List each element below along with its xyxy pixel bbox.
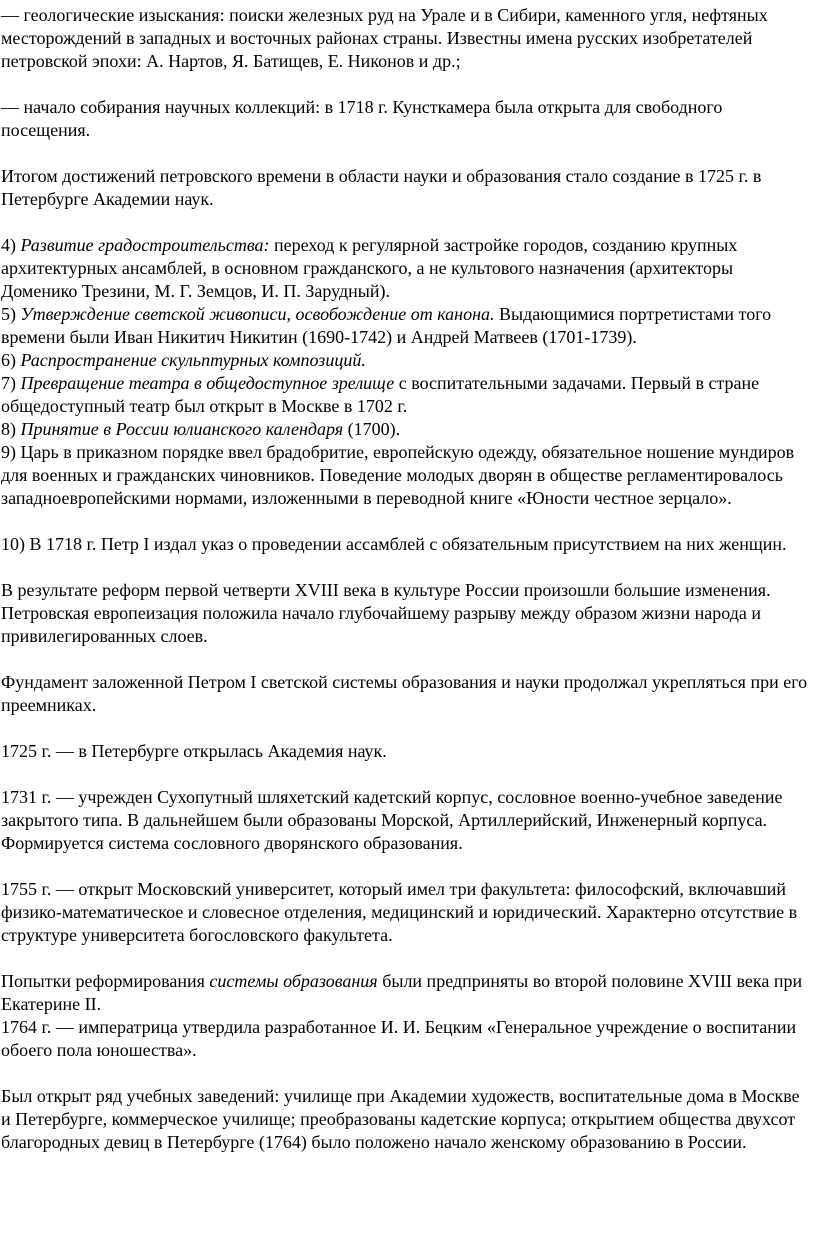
paragraph-1725: 1725 г. — в Петербурге открылась Академия наук. xyxy=(1,741,387,761)
paragraph-scientific-collections: — начало собирания научных коллекций: в 1718 г. Кунсткамера была открыта для свободного посещения. xyxy=(1,97,723,140)
paragraph-gap xyxy=(1,211,812,234)
list-number: 8) xyxy=(1,419,21,439)
paragraph-text: были предприняты во второй половине XVIII века при Екатерине II. xyxy=(1,971,803,1014)
list-item-5-secular-painting xyxy=(1,303,812,349)
paragraph-gap xyxy=(1,1062,812,1085)
paragraph-geological-surveys: — геологические изыскания: поиски железных руд на Урале и в Сибири, каменного угля, нефтяных месторождений в западных и восточных районах страны. Известны имена русских изобретателей петровской эпохи: А. Нартов, Я. Батищев, Е. Никонов и др.; xyxy=(1,5,768,71)
paragraph-gap xyxy=(1,947,812,970)
list-item-title: Принятие в России юлианского календаря xyxy=(20,419,344,439)
paragraph-gap xyxy=(1,510,812,533)
list-number: 5) xyxy=(1,304,21,324)
paragraph-institutions-opened: Был открыт ряд учебных заведений: училище при Академии художеств, воспитательные дома в Москве и Петербурге, коммерческое училище; преобразованы кадетские корпуса; открытием общества двухсот благородных девиц в Петербурге (1764) было положено начало женскому образованию в России. xyxy=(1,1086,800,1152)
list-number: 7) xyxy=(1,373,21,393)
paragraph-1755: 1755 г. — открыт Московский университет, который имел три факультета: философский, включавший физико-математическое и словесное отделения, медицинский и юридический. Характерно отсутствие в структуре университета богословского факультета. xyxy=(1,879,798,945)
paragraph-reform-results: В результате реформ первой четверти XVIII века в культуре России произошли большие изменения. Петровская европеизация положила начало глубочайшему разрыву между образом жизни народа и привилегированных слоев. xyxy=(1,580,771,646)
paragraph-1764: 1764 г. — императрица утвердила разработанное И. И. Бецким «Генеральное учреждение о воспитании обоего пола юношества». xyxy=(1,1017,797,1060)
paragraph-reform-attempts xyxy=(1,970,812,1016)
list-item-title: Превращение театра в общедоступное зрелище xyxy=(20,373,395,393)
list-item-text: (1700). xyxy=(343,419,401,439)
paragraph-education-foundation: Фундамент заложенной Петром I светской системы образования и науки продолжал укрепляться при его преемниках. xyxy=(1,672,808,715)
list-item-text: с воспитательными задачами. Первый в стране общедоступный театр был открыт в Москве в 1702 г. xyxy=(1,373,760,416)
list-item-9-dress-code: 9) Царь в приказном порядке ввел брадобритие, европейскую одежду, обязательное ношение мундиров для военных и гражданских чиновников. Поведение молодых дворян в обществе регламентировалось западноевропейскими нормами, изложенными в переводной книге «Юности честное зерцало». xyxy=(1,442,795,508)
paragraph-gap xyxy=(1,855,812,878)
list-number: 6) xyxy=(1,350,21,370)
list-item-10-assemblies: 10) В 1718 г. Петр I издал указ о проведении ассамблей с обязательным присутствием на них женщин. xyxy=(1,534,787,554)
list-item-8-julian-calendar xyxy=(1,418,812,441)
paragraph-emphasis: системы образования xyxy=(209,971,378,991)
paragraph-academy-of-sciences: Итогом достижений петровского времени в области науки и образования стало создание в 1725 г. в Петербурге Академии наук. xyxy=(1,166,762,209)
paragraph-gap xyxy=(1,763,812,786)
list-item-4-urban-planning xyxy=(1,234,812,303)
paragraph-gap xyxy=(1,142,812,165)
list-item-6-sculpture xyxy=(1,349,812,372)
paragraph-gap xyxy=(1,648,812,671)
list-item-text: переход к регулярной застройке городов, созданию крупных архитектурных ансамблей, в основном гражданского, а не культового назначения (архитекторы Доменико Трезини, М. Г. Земцов, И. П. Зарудный). xyxy=(1,235,738,301)
list-item-7-theatre xyxy=(1,372,812,418)
paragraph-gap xyxy=(1,556,812,579)
list-item-title: Распространение скульптурных композиций. xyxy=(20,350,366,370)
list-item-title: Развитие градостроительства: xyxy=(20,235,270,255)
paragraph-gap xyxy=(1,717,812,740)
list-item-title: Утверждение светской живописи, освобождение от канона. xyxy=(20,304,495,324)
list-item-text: Выдающимися портретистами того времени были Иван Никитич Никитин (1690-1742) и Андрей Матвеев (1701-1739). xyxy=(1,304,772,347)
paragraph-1731: 1731 г. — учрежден Сухопутный шляхетский кадетский корпус, сословное военно-учебное заведение закрытого типа. В дальнейшем были образованы Морской, Артиллерийский, Инженерный корпуса. Формируется система сословного дворянского образования. xyxy=(1,787,783,853)
paragraph-gap xyxy=(1,73,812,96)
paragraph-text: Попытки реформирования xyxy=(1,971,210,991)
list-number: 4) xyxy=(1,235,21,255)
